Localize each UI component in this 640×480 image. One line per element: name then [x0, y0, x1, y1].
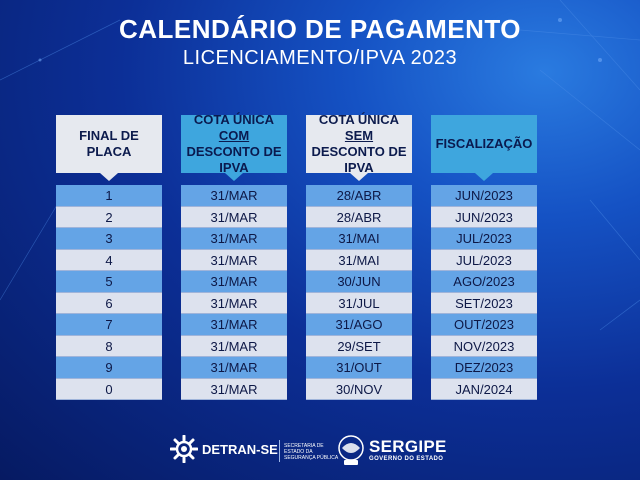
secretaria-text: SECRETARIA DE ESTADO DA SEGURANÇA PÚBLICA: [284, 443, 339, 461]
table-cell: 31/MAR: [181, 250, 287, 272]
table-cell: 31/OUT: [306, 357, 412, 379]
column-final-placa: [56, 115, 162, 397]
table-cell: 29/SET: [306, 336, 412, 358]
column-cota-com-desconto: [181, 112, 287, 397]
column-fiscalizacao: [431, 115, 537, 397]
table-cell: 31/JUL: [306, 293, 412, 315]
table-cell: AGO/2023: [431, 271, 537, 293]
header-fiscalizacao: [431, 115, 537, 173]
table-cell: 31/MAR: [181, 293, 287, 315]
table-cell: JUN/2023: [431, 207, 537, 229]
table-cell: 30/JUN: [306, 271, 412, 293]
detran-name: DETRAN-SE: [202, 441, 278, 457]
header-line2: PLACA: [86, 144, 132, 159]
header-line1: COTA ÚNICA: [193, 112, 275, 127]
header-emphasis: COM: [218, 128, 250, 143]
sergipe-name: SERGIPE: [369, 437, 447, 456]
header-line1: FISCALIZAÇÃO: [435, 136, 533, 151]
column-cota-sem-desconto: [306, 112, 412, 397]
table-cell: 2: [56, 207, 162, 229]
table-cell: JAN/2024: [431, 379, 537, 401]
page-subtitle: LICENCIAMENTO/IPVA 2023: [182, 47, 458, 69]
table-cell: SET/2023: [431, 293, 537, 315]
column-rows: [56, 185, 162, 400]
table-cell: JUL/2023: [431, 228, 537, 250]
header-line1: FINAL DE: [79, 128, 139, 143]
table-cell: 31/MAR: [181, 228, 287, 250]
header-cota-sem-desconto: [306, 112, 412, 175]
table-cell: 4: [56, 250, 162, 272]
table-cell: 5: [56, 271, 162, 293]
page-title: CALENDÁRIO DE PAGAMENTO: [119, 14, 521, 44]
table-cell: 31/MAR: [181, 336, 287, 358]
column-rows: [306, 185, 412, 400]
table-cell: 31/MAR: [181, 314, 287, 336]
footer-divider: [279, 440, 280, 462]
footer-logos: [0, 432, 640, 472]
sergipe-seal-icon: [336, 434, 366, 468]
table-cell: 31/MAR: [181, 271, 287, 293]
table-cell: 31/AGO: [306, 314, 412, 336]
header-emphasis: SEM: [344, 128, 374, 143]
table-cell: 31/MAR: [181, 357, 287, 379]
table-cell: 6: [56, 293, 162, 315]
header-final-placa: [56, 115, 162, 173]
table-cell: 8: [56, 336, 162, 358]
header-line2: DESCONTO DE IPVA: [311, 144, 407, 175]
table-cell: 31/MAR: [181, 379, 287, 401]
table-cell: 7: [56, 314, 162, 336]
table-cell: 31/MAI: [306, 250, 412, 272]
table-cell: DEZ/2023: [431, 357, 537, 379]
table-cell: 1: [56, 185, 162, 207]
header-line2: DESCONTO DE IPVA: [186, 144, 282, 175]
table-cell: 0: [56, 379, 162, 401]
table-cell: 31/MAR: [181, 185, 287, 207]
table-cell: 9: [56, 357, 162, 379]
detran-logo: [170, 435, 278, 463]
table-cell: 28/ABR: [306, 185, 412, 207]
table-cell: JUN/2023: [431, 185, 537, 207]
header-cota-com-desconto: [181, 112, 287, 175]
table-cell: 31/MAI: [306, 228, 412, 250]
column-rows: [431, 185, 537, 400]
table-cell: 28/ABR: [306, 207, 412, 229]
governo-text: GOVERNO DO ESTADO: [369, 456, 444, 462]
detran-emblem-icon: [170, 435, 198, 463]
table-cell: OUT/2023: [431, 314, 537, 336]
table-cell: NOV/2023: [431, 336, 537, 358]
table-cell: JUL/2023: [431, 250, 537, 272]
column-rows: [181, 185, 287, 400]
table-cell: 31/MAR: [181, 207, 287, 229]
sergipe-logo: [369, 438, 447, 463]
table-cell: 3: [56, 228, 162, 250]
table-cell: 30/NOV: [306, 379, 412, 401]
header-line1: COTA ÚNICA: [318, 112, 400, 127]
